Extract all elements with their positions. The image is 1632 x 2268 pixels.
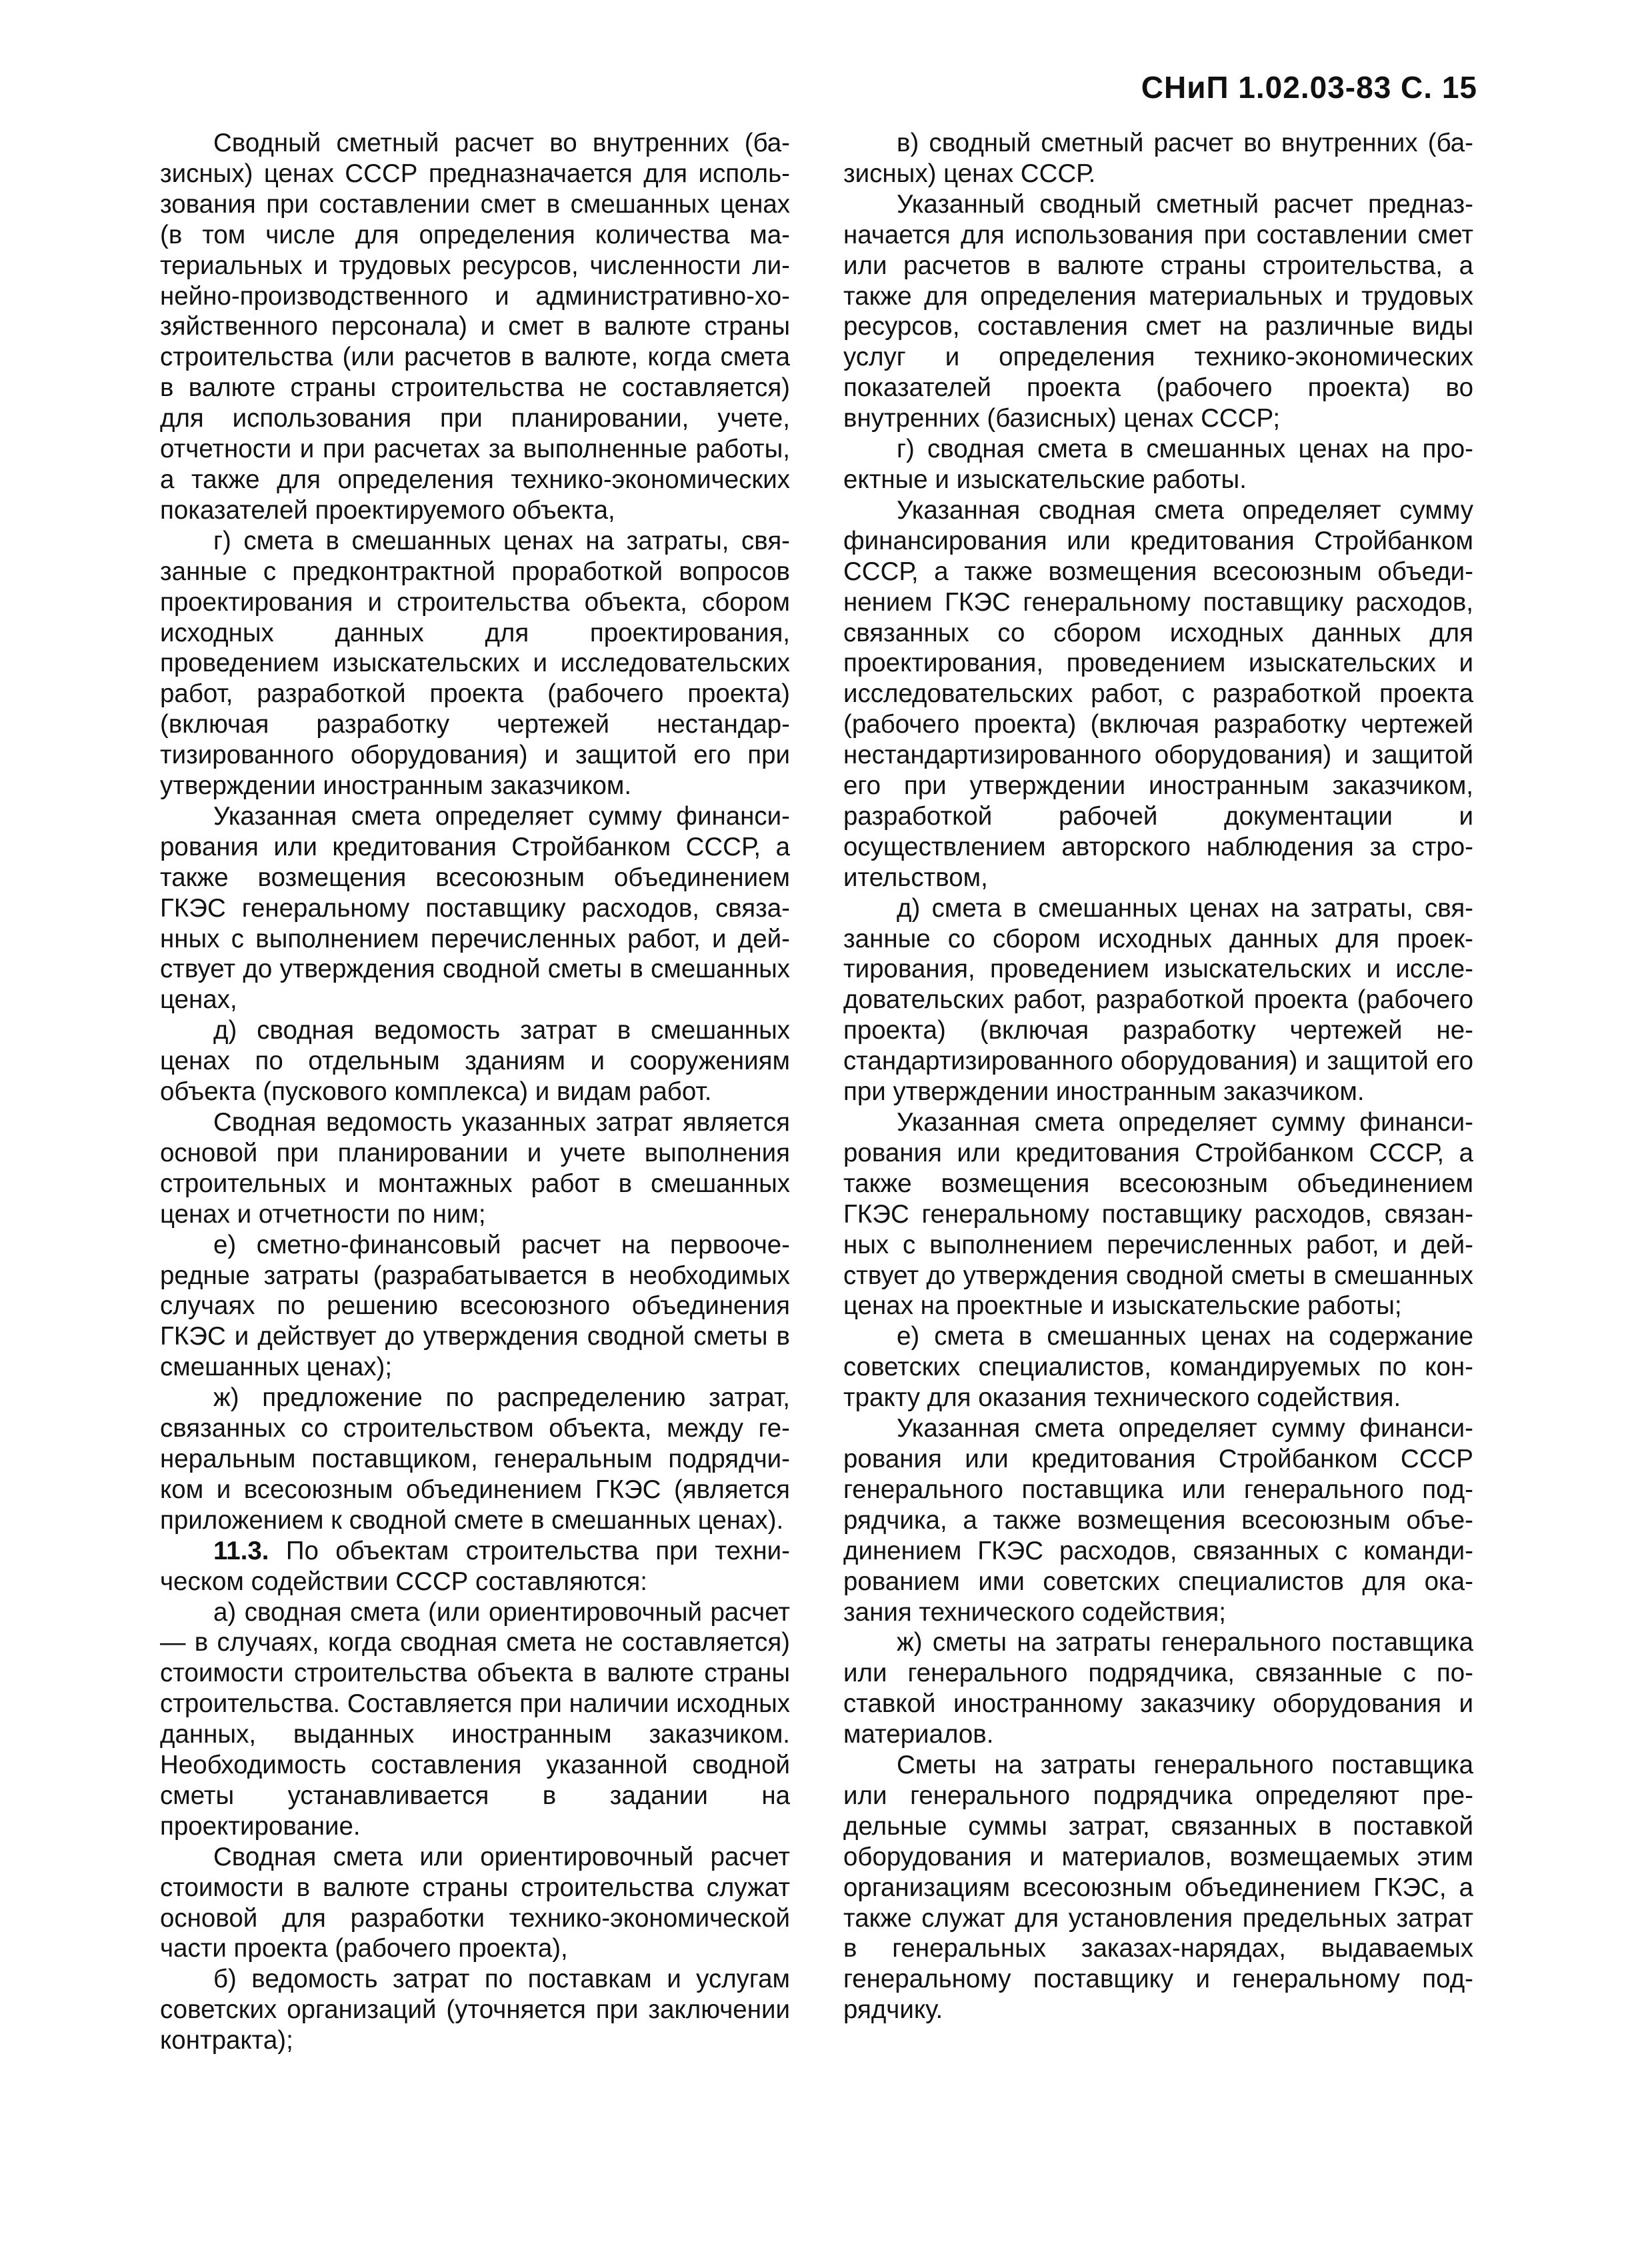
paragraph: в) сводный сметный расчет во внутренних (базисных) ценах СССР. (843, 129, 1473, 188)
paragraph: д) смета в смешанных ценах на затраты, связанные со сбором исходных данных для проектирования, проведением изыскательских и исследовательских работ, разработкой проекта (рабочего проекта) (включая разработку чертежей нестандартизированного оборудования) и защитой его при утверждении иностранным заказчиком. (843, 893, 1473, 1107)
paragraph: ж) предложение по распределению затрат, связанных со строительством объекта, между генеральным поставщиком, генеральным подрядчиком и всесоюзным объединением ГКЭС (является приложением к сводной смете в смешанных ценах). (160, 1383, 790, 1535)
paragraph: а) сводная смета (или ориентировочный расчет — в случаях, когда сводная смета не составляется) стоимости строительства объекта в валюте страны строительства. Составляется при наличии исходных данных, выданных иностранным заказчиком. Необходимость составления указанной сводной сметы устанавливается в задании на проектирование. (160, 1597, 790, 1841)
paragraph: б) ведомость затрат по поставкам и услугам советских организаций (уточняется при заключении контракта); (160, 1965, 790, 2055)
paragraph: Указанная смета определяет сумму финансирования или кредитования Стройбанком СССР, а также возмещения всесоюзным объединением ГКЭС генеральному поставщику расходов, связанных с выполнением перечисленных работ, и действует до утверждения сводной сметы в смешанных ценах, (160, 801, 790, 1015)
paragraph: г) смета в смешанных ценах на затраты, связанные с предконтрактной проработкой вопросов проектирования и строительства объекта, сбором исходных данных для проектирования, проведением изыскательских и исследовательских работ, разработкой проекта (рабочего проекта) (включая разработку чертежей нестандартизированного оборудования) и защитой его при утверждении иностранным заказчиком. (160, 526, 790, 801)
paragraph: Сводная смета или ориентировочный расчет стоимости в валюте страны строительства служат основой для разработки технико-экономической части проекта (рабочего проекта), (160, 1842, 790, 1963)
right-column (843, 128, 1473, 2161)
section-text: По объектам строительства при техническом содействии СССР составляются: (160, 1536, 790, 1596)
paragraph: ж) сметы на затраты генерального поставщика или генерального подрядчика, связанные с поставкой иностранному заказчику оборудования и материалов. (843, 1628, 1473, 1749)
paragraph: Указанная смета определяет сумму финансирования или кредитования Стройбанком СССР генерального поставщика или генерального подрядчика, а также возмещения всесоюзным объединением ГКЭС расходов, связанных с командированием ими советских специалистов для оказания технического содействия; (843, 1414, 1473, 1627)
paragraph: Сводный сметный расчет во внутренних (базисных) ценах СССР предназначается для использования при составлении смет в смешанных ценах (в том числе для определения количества материальных и трудовых ресурсов, численности линейно-производственного и административно-хозяйственного персонала) и смет в валюте страны строительства (или расчетов в валюте, когда смета в валюте страны строительства не составляется) для использования при планировании, учете, отчетности и при расчетах за выполненные работы, а также для определения технико-экономических показателей проектируемого объекта, (160, 129, 790, 525)
paragraph: е) смета в смешанных ценах на содержание советских специалистов, командируемых по контракту для оказания технического содействия. (843, 1322, 1473, 1413)
section-number: 11.3. (213, 1536, 269, 1565)
paragraph: Сводная ведомость указанных затрат является основой при планировании и учете выполнения строительных и монтажных работ в смешанных ценах и отчетности по ним; (160, 1108, 790, 1229)
paragraph: Указанная сводная смета определяет сумму финансирования или кредитования Стройбанком СССР, а также возмещения всесоюзным объединением ГКЭС генеральному поставщику расходов, связанных со сбором исходных данных для проектирования, проведением изыскательских и исследовательских работ, с разработкой проекта (рабочего проекта) (включая разработку чертежей нестандартизированного оборудования) и защитой его при утверждении иностранным заказчиком, разработкой рабочей документации и осуществлением авторского наблюдения за строительством, (843, 495, 1473, 892)
left-column (160, 128, 790, 2161)
section-11-3-paragraph (160, 1536, 790, 1597)
paragraph: г) сводная смета в смешанных ценах на проектные и изыскательские работы. (843, 435, 1473, 494)
paragraph: Указанный сводный сметный расчет предназначается для использования при составлении смет или расчетов в валюте страны строительства, а также для определения материальных и трудовых ресурсов, составления смет на различные виды услуг и определения технико-экономических показателей проекта (рабочего проекта) во внутренних (базисных) ценах СССР; (843, 189, 1473, 433)
paragraph: д) сводная ведомость затрат в смешанных ценах по отдельным зданиям и сооружениям объекта (пускового комплекса) и видам работ. (160, 1016, 790, 1107)
paragraph: Указанная смета определяет сумму финансирования или кредитования Стройбанком СССР, а также возмещения всесоюзным объединением ГКЭС генеральному поставщику расходов, связанных с выполнением перечисленных работ, и действует до утверждения сводной сметы в смешанных ценах на проектные и изыскательские работы; (843, 1108, 1473, 1321)
running-head: СНиП 1.02.03-83 С. 15 (1141, 70, 1477, 105)
paragraph: Сметы на затраты генерального поставщика или генерального подрядчика определяют предельные суммы затрат, связанных в поставкой оборудования и материалов, возмещаемых этим организациям всесоюзным объединением ГКЭС, а также служат для установления предельных затрат в генеральных заказах-нарядах, выдаваемых генеральному поставщику и генеральному подрядчику. (843, 1751, 1473, 2025)
paragraph: е) сметно-финансовый расчет на первоочередные затраты (разрабатывается в необходимых случаях по решению всесоюзного объединения ГКЭС и действует до утверждения сводной сметы в смешанных ценах); (160, 1230, 790, 1382)
